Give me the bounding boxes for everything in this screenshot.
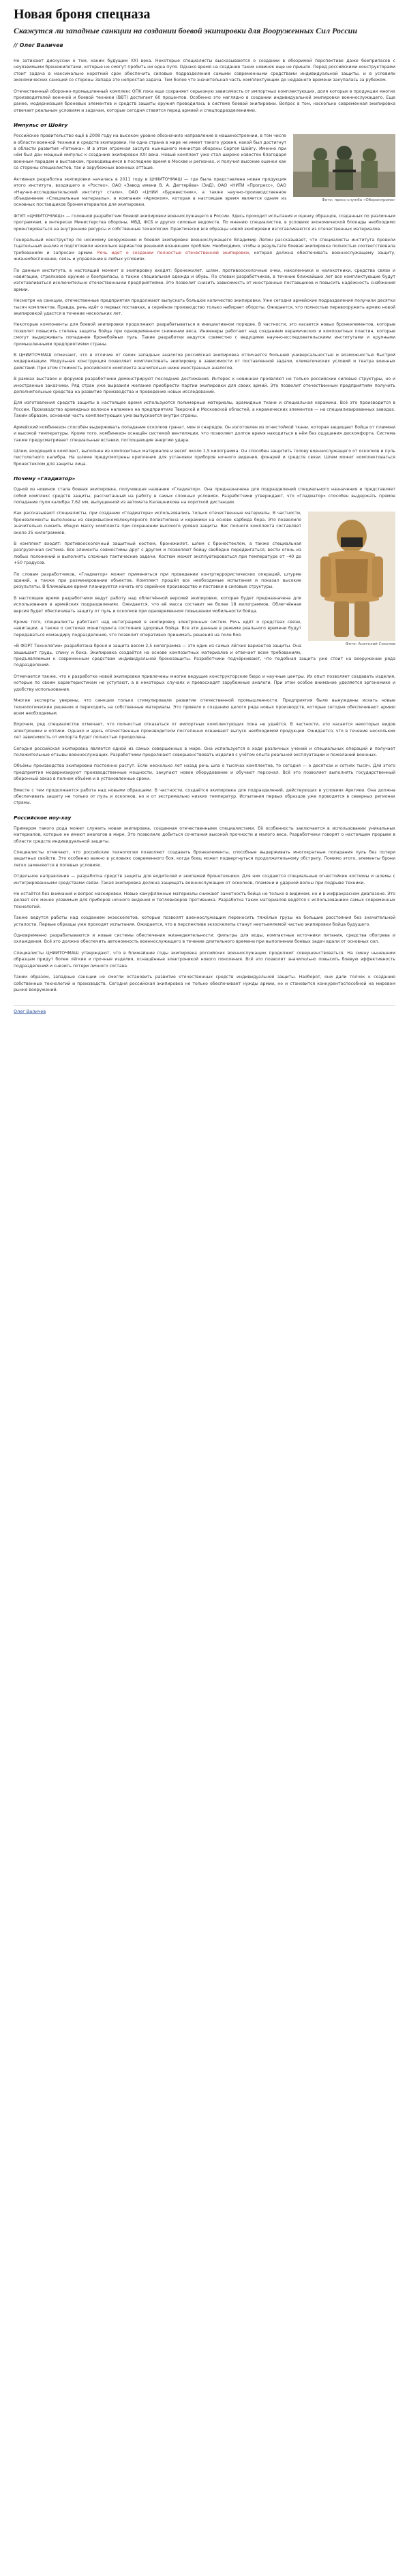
paragraph: Отмечается также, что к разработке новой экипировки привлечены многие ведущие конструкторские бюро и научные центры. Их опыт позволяет создавать изделия, которые по своим характеристикам не уступают, а в некоторых случаях и превосходят зарубежные аналоги. При этом особое внимание уделяется эргономике и удобству использования. bbox=[14, 674, 395, 692]
paragraph: Для изготовления средств защиты в настоящее время используются полимерные материалы, арамидные ткани и специальная керамика. Всё это производится в России. Производство арамидных волокон налажено на предприятиях Тверской и Московской областей, а керамических элементов — на специализированных заводах. Таким образом, основная часть комплектующих уже выпускается внутри страны. bbox=[14, 400, 395, 419]
soldiers-image bbox=[293, 134, 395, 197]
article-title: Новая броня спецназа bbox=[14, 7, 151, 22]
article-subtitle: Скажутся ли западные санкции на создании боевой экипировки для Вооруженных Сил России bbox=[14, 26, 358, 35]
paragraph: Некоторые компоненты для боевой экипировки продолжают разрабатываться в инициативном порядке. В частности, это касается новых бронеэлементов, которые позволят повысить степень защиты бойца при одновременном снижении веса. Инженеры работают над созданием керамических и композитных пластин, которые смогут выдерживать попадание бронебойных пуль. Такие разработки ведутся совместно с ведущими научно-исследовательскими институтами и крупными промышленными предприятиями страны. bbox=[14, 322, 395, 347]
paragraph: Специалисты ЦНИИТОЧМАШ утверждают, что в ближайшие годы экипировка российских военнослужащих продолжит совершенствоваться. На смену нынешним образцам придут более лёгкие и прочные изделия, оснащённые электроникой нового поколения. Всё это позволит значительно повысить боевую эффективность подразделений и снизить потери личного состава. bbox=[14, 950, 395, 969]
paragraph: Кроме того, специалисты работают над интеграцией в экипировку электронных систем. Речь идёт о средствах связи, навигации, а также о системах мониторинга состояния здоровья бойца. Все эти данные в режиме реального времени будут передаваться командиру подразделения, что позволит оперативно принимать решения на поле боя. bbox=[14, 620, 301, 638]
paragraph: Российское правительство ещё в 2008 году на высоком уровне обозначило направление в машиностроении, в том числе в области военной техники и средств экипировки. Ни одна страна в мире не имеет такого уровня, какой был достигнут в области развития «Ратника». И в этом огромная заслуга нынешнего министра обороны Сергея Шойгу. Именно при нём был дан мощный импульс к созданию экипировки XXI века. Новый комплект уже стал широко известен благодаря военным парадам и выставкам, проводившимся в последнее время в Москве и регионах, и получил высокие оценки как со стороны специалистов, так и зарубежных военных атташе. bbox=[14, 133, 286, 171]
section-heading: Российское ноу-хау bbox=[14, 814, 72, 821]
paragraph: Впрочем, ряд специалистов отмечает, что полностью отказаться от импортных комплектующих пока не удаётся. В частности, это касается некоторых видов электроники и оптики. Однако и здесь отечественные производители постепенно осваивают выпуск необходимой продукции. Ожидается, что в течение нескольких лет зависимость от импорта будет полностью преодолена. bbox=[14, 722, 395, 740]
paragraph: Многие эксперты уверены, что санкции только стимулировали развитие отечественной промышленности. Предприятия были вынуждены искать новые технологические решения и переходить на собственные материалы. Это привело к созданию целого ряда новых производств, которые сегодня обеспечивают армию всем необходимым. bbox=[14, 698, 395, 716]
gladiator-armor-image bbox=[308, 512, 395, 641]
paragraph: В комплект входят: противоосколочный защитный костюм, бронежилет, шлем с бронестеклом, а также специальная разгрузочная система. Все элементы совместимы друг с другом и позволяют бойцу свободно передвигаться, вести огонь из любых положений и выполнять сложные тактические задачи. Костюм может эксплуатироваться при температуре от –40 до +50 градусов. bbox=[14, 541, 301, 566]
article-footer bbox=[14, 1005, 395, 1014]
section-heading: Импульс от Шойгу bbox=[14, 122, 68, 129]
section-heading: Почему «Гладиатор» bbox=[14, 475, 76, 482]
paragraph: В ЦНИИТОЧМАШ отмечают, что в отличие от своих западных аналогов российская экипировка отличается большей универсальностью и возможностью быстрой модернизации. Модульная конструкция позволяет комплектовать экипировку в зависимости от поставленной задачи, климатических условий и театра военных действий. При этом стоимость российского комплекта значительно ниже иностранных аналогов. bbox=[14, 353, 395, 371]
photo-caption: Фото: пресс-служба «Оборонпрома» bbox=[321, 198, 395, 203]
photo-figure bbox=[308, 512, 395, 646]
photo-gladiator bbox=[308, 512, 395, 641]
paragraph: Активная разработка экипировки началась в 2011 году в ЦНИИТОЧМАШ — где была представлена новая продукция этого института, входящего в «Ростех». ОАО «Завод имени В. А. Дегтярёва» (ЗиД), ОАО «НИТИ «Прогресс», ОАО «Научно-исследовательский институт стали», ОАО «ЦНИИ «Буревестник», а также научно-производственное объединение «Специальные материалы», и компания «Армоком», которая в настоящее время является одним из основных поставщиков бронематериалов для экипировки. bbox=[14, 176, 286, 208]
paragraph: Сегодня российская экипировка является одной из самых совершенных в мире. Она используется в ходе различных учений и специальных операций и получает положительные отзывы военнослужащих. Разработчики продолжают совершенствовать изделия с учётом опыта реальной эксплуатации и пожеланий военных. bbox=[14, 746, 395, 757]
paragraph: Генеральный конструктор по носимому вооружению и боевой экипировке военнослужащего Владимир Лепин рассказывает, что специалисты института провели тщательный анализ и подготовили несколько вариантов решений возникших проблем. Необходимо, чтобы в результате боевая экипировка полностью соответствовала требованиям и запросам армии. Речь идет о создании полностью отечественной экипировки, которая должна обеспечивать военнослужащему защиту, жизнеобеспечение, связь и управление в любых условиях. bbox=[14, 237, 395, 262]
paragraph: Как рассказывают специалисты, при создании «Гладиатора» использовались только отечественные материалы. В частности, бронеэлементы выполнены из сверхвысокомолекулярного полиэтилена и керамики на основе карбида бора. Это позволило значительно снизить общую массу комплекта при сохранении высокого уровня защиты. Вес полного комплекта составляет около 25 килограммов. bbox=[14, 511, 301, 535]
photo-figure bbox=[293, 134, 395, 202]
paragraph: Армейский комбинезон способен выдерживать попадание осколков гранат, мин и снарядов. Он изготовлен из огнестойкой ткани, которая защищает бойца от пламени и высокой температуры. Кроме того, комбинезон оснащён системой вентиляции, что позволяет долгое время находиться в нём без ощущения дискомфорта. Система также предусматривает специальные вставки, поглощающие энергию удара. bbox=[14, 424, 395, 443]
paragraph: Отечественный оборонно-промышленный комплекс ОПК пока еще сохраняет серьезную зависимость от импортных комплектующих, доля которых в продукции многих производителей военной и боевой техники (ВВТ) достигает 60 процентов. Особенно это наглядно в создании индивидуальной экипировки военнослужащего. Еще ранее, модернизация броневых элементов и средств защиты оружия проводилась в системе боевой экипировки. Вопрос в том, насколько современная экипировка отвечает реальным условиям и задачам, которые сегодня ставятся перед армией и спецподразделениями. bbox=[14, 89, 395, 113]
paragraph: Одной из новинок стала боевая экипировка, получившая название «Гладиатор». Она предназначена для подразделений специального назначения и представляет собой комплекс средств защиты, рассчитанный на работу в самых сложных условиях. Разработчики утверждают, что «Гладиатор» способен выдержать прямое попадание пули калибра 7,62 мм, выпущенной из автомата Калашникова на короткой дистанции. bbox=[14, 487, 395, 505]
paragraph: ФГУП «ЦНИИТОЧМАШ» — головной разработчик боевой экипировки военнослужащего в России. Здесь проходит испытания и оценку образцов, созданных по различным программам, в интересах Министерства обороны, МВД, ФСБ и других силовых ведомств. По мнению специалистов, в условиях экономической блокады необходимо ориентироваться на внутренние ресурсы и собственные технологии. Практически все образцы новой экипировки изготавливаются из отечественных материалов. bbox=[14, 213, 395, 232]
article-page bbox=[14, 0, 395, 1014]
paragraph: Не затихают дискуссии о том, каким будущим XXI века. Некоторые специалисты высказываются о создании в обозримой перспективе даже боеприпасов с неуязвимыми бронежилетами, которые не смогут пробить ни одна пуля. Однако время на создание таких новинок еще не пришло. Перед российскими конструкторами стоит задача в максимально короткий срок обеспечить силовые подразделения самыми современными средствами индивидуальной защиты, и в условиях экономических санкций со стороны Запада это непростая задача. Тем более что значительная часть комплектующих до недавнего времени закупалась за рубежом. bbox=[14, 59, 395, 83]
paragraph: «В ФОРТ Технологии» разработана броня и защита весом 2,5 килограмма — это один из самых лёгких вариантов защиты. Она защищает грудь, спину и бока. Экипировка создаётся на основе композитных материалов и отвечает всем требованиям, предъявляемым к современным средствам индивидуальной бронезащиты. Разработчики подчёркивают, что подобная защита уже стоит на вооружении ряда подразделений. bbox=[14, 644, 395, 668]
paragraph: Отдельное направление — разработка средств защиты для водителей и экипажей бронетехники. Для них создаются специальные огнестойкие костюмы и шлемы с интегрированными средствами связи. Такая экипировка должна защищать военнослужащих от осколков, пламени и ударной волны при подрыве техники. bbox=[14, 874, 395, 885]
article-author: // Олег Валичев bbox=[14, 42, 63, 48]
paragraph: Вместе с тем продолжается работа над новыми образцами. В частности, создаётся экипировка для подразделений, действующих в условиях Арктики. Она должна обеспечивать защиту не только от пуль и осколков, но и от экстремально низких температур. Испытания первых образцов уже проводятся в северных регионах страны. bbox=[14, 787, 395, 806]
paragraph: Примером такого рода может служить новая экипировка, созданная отечественными специалистами. Её особенность заключается в использовании уникальных материалов, которые не имеют аналогов в мире. Это позволило добиться сочетания высокой прочности и малого веса. Разработчики говорят о настоящем прорыве в области средств индивидуальной защиты. bbox=[14, 826, 395, 844]
paragraph: Одновременно разрабатываются и новые системы обеспечения жизнедеятельности: фильтры для воды, компактные источники питания, средства обогрева и охлаждения. Всё это должно обеспечить автономность военнослужащего в течение длительного времени при выполнении боевых задач вдали от основных сил. bbox=[14, 933, 395, 945]
paragraph: Таким образом, западные санкции не смогли остановить развитие отечественных средств индивидуальной защиты. Наоборот, они дали толчок к созданию собственных технологий и производств. Сегодня российская экипировка не только обеспечивает нужды армии, но и становится конкурентоспособной на мировом рынке вооружений. bbox=[14, 975, 395, 992]
paragraph: Объёмы производства экипировки постоянно растут. Если несколько лет назад речь шла о тысячах комплектов, то сегодня — о десятках и сотнях тысяч. Для этого предприятия модернизируют производственные мощности, закупают новое оборудование и обучают персонал. Всё это позволяет выполнять государственный оборонный заказ в полном объёме и в установленные сроки. bbox=[14, 764, 395, 782]
paragraph: По данным института, в настоящий момент в экипировку входят: бронежилет, шлем, противоосколочные очки, наколенники и налокотники, средства связи и навигации, стрелковое оружие и боеприпасы, а также специальная одежда и обувь. По словам разработчиков, в течение ближайших лет все комплектующие будут изготавливаться исключительно отечественными предприятиями. Это позволит снизить зависимость от иностранных поставщиков и повысить надёжность снабжения армии. bbox=[14, 268, 395, 292]
paragraph: В рамках выставок и форумов разработчики демонстрируют последние достижения. Интерес к новинкам проявляют не только российские силовые структуры, но и иностранные заказчики. Ряд стран уже выразили желание приобрести партии экипировки для своих армий. Это позволит отечественным предприятиям получить дополнительные средства на развитие производства и проведение новых исследований. bbox=[14, 377, 395, 395]
photo-soldiers bbox=[293, 134, 395, 197]
photo-caption: Фото: Анатолий Соколов bbox=[345, 642, 395, 647]
paragraph: В настоящее время разработчики ведут работу над облегчённой версией экипировки, которая будет предназначена для использования в армейских подразделениях. Ожидается, что её масса составит не более 18 килограммов. Облегчённая версия будет обеспечивать защиту от пуль и осколков при одновременном повышении мобильности бойца. bbox=[14, 595, 301, 614]
paragraph: Специалисты отмечают, что российские технологии позволяют создавать бронеэлементы, способные выдерживать многократные попадания пуль без потери защитных свойств. Это особенно важно в условиях современного боя, когда боец может подвергнуться продолжительному обстрелу. Помимо этого, элементы брони легко заменяются в полевых условиях. bbox=[14, 850, 395, 868]
paragraph: Также ведутся работы над созданием экзоскелетов, которые позволят военнослужащим переносить тяжёлые грузы на большие расстояния без значительной усталости. Первые образцы уже проходят испытания. Ожидается, что в перспективе экзоскелеты станут неотъемлемой частью экипировки бойца будущего. bbox=[14, 915, 395, 927]
paragraph: По словам разработчиков, «Гладиатор» может применяться при проведении контртеррористических операций, штурме зданий, а также при разминировании объектов. Комплект прошёл все необходимые испытания и показал высокие результаты. В ближайшее время планируется начать его серийное производство и поставки в силовые структуры. bbox=[14, 571, 301, 590]
paragraph: Шлем, входящий в комплект, выполнен из композитных материалов и весит около 1,5 килограмма. Он способен защитить голову военнослужащего от осколков и пуль пистолетного калибра. На шлеме предусмотрены крепления для установки приборов ночного видения, фонарей и средств связи. Шлем может комплектоваться бронестеклом для защиты лица. bbox=[14, 448, 395, 467]
paragraph: Несмотря на санкции, отечественные предприятия продолжают выпускать большое количество экипировки. Уже сегодня армейские подразделения получили десятки тысяч комплектов. Правда, речь идёт о первых поставках, а серийное производство только набирает обороты. Ожидается, что полностью перевооружить армию новой экипировкой удастся в течение нескольких лет. bbox=[14, 298, 395, 316]
author-link[interactable]: Олег Валичев bbox=[14, 1009, 46, 1015]
paragraph: Не остаётся без внимания и вопрос маскировки. Новые камуфляжные материалы снижают заметность бойца не только в видимом, но и в инфракрасном диапазоне. Это делает его менее уязвимым для приборов ночного видения и тепловизоров противника. Разработка таких материалов ведётся с использованием самых современных технологий. bbox=[14, 892, 395, 909]
